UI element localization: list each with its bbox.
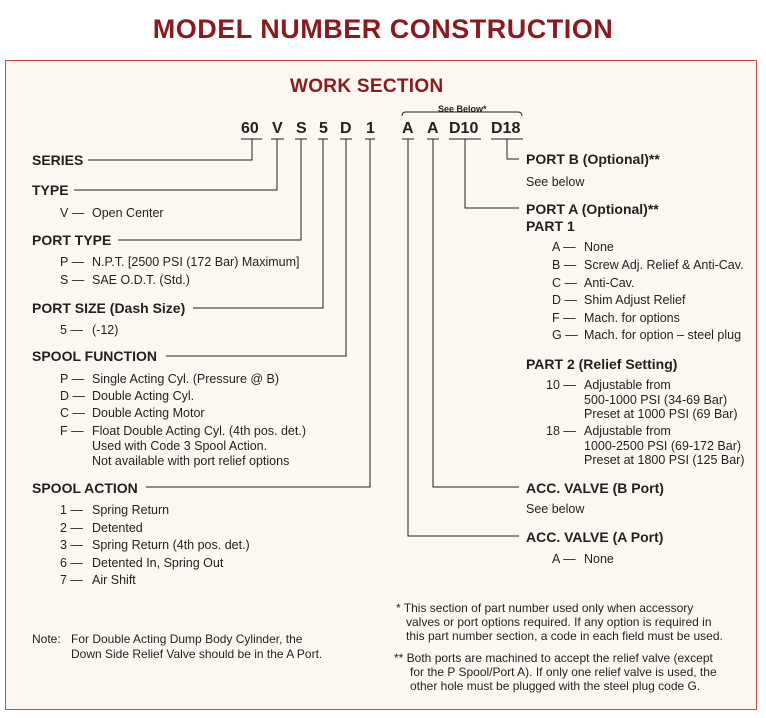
part-2-18-line-2: 1000-2500 PSI (69-172 Bar) xyxy=(584,439,742,453)
spool-action-code-3: 3 — xyxy=(60,538,83,552)
spool-function-code-d: D — xyxy=(60,389,85,403)
type-heading: TYPE xyxy=(32,182,69,198)
port-size-code-5: 5 — xyxy=(60,323,83,337)
port-a-heading: PORT A (Optional)** xyxy=(526,201,659,217)
port-a-text-a: None xyxy=(584,240,614,254)
see-below-label: See Below* xyxy=(438,104,487,114)
acc-valve-a-code-a: A — xyxy=(552,552,576,566)
port-size-heading: PORT SIZE (Dash Size) xyxy=(32,300,186,316)
acc-valve-a-text-a: None xyxy=(584,552,614,566)
port-b-text: See below xyxy=(526,175,585,189)
code-series: 60 xyxy=(241,120,259,137)
spool-function-text-d: Double Acting Cyl. xyxy=(92,389,195,403)
port-type-code-s: S — xyxy=(60,273,85,287)
type-text-v: Open Center xyxy=(92,206,164,220)
code-port-a: D10 xyxy=(449,120,479,137)
port-type-heading: PORT TYPE xyxy=(32,232,112,248)
note-line-2: Down Side Relief Valve should be in the A Port. xyxy=(71,647,323,661)
port-a-code-c: C — xyxy=(552,276,577,290)
page-title: MODEL NUMBER CONSTRUCTION xyxy=(152,14,614,44)
part-2-code-10: 10 — xyxy=(546,378,576,392)
footnote-1-line-2: valves or port options required. If any option is required in xyxy=(406,615,712,629)
port-a-text-b: Screw Adj. Relief & Anti-Cav. xyxy=(584,258,744,272)
spool-function-code-c: C — xyxy=(60,406,85,420)
part-2-10-line-3: Preset at 1000 PSI (69 Bar) xyxy=(584,407,738,421)
spool-action-code-2: 2 — xyxy=(60,521,83,535)
spool-action-text-2: Detented xyxy=(92,521,143,535)
footnote-2-line-1: ** Both ports are machined to accept the relief valve (except xyxy=(394,651,713,665)
footnote-2-line-2: for the P Spool/Port A). If only one relief valve is used, the xyxy=(410,665,717,679)
code-port-type: S xyxy=(296,120,307,137)
footnote-2-line-3: other hole must be plugged with the steel plug code G. xyxy=(410,679,701,693)
part-2-code-18: 18 — xyxy=(546,424,576,438)
port-a-code-b: B — xyxy=(552,258,577,272)
part-2-18-line-1: Adjustable from xyxy=(584,424,671,438)
spool-function-text-f-2: Used with Code 3 Spool Action. xyxy=(92,439,268,453)
code-acc-a: A xyxy=(402,120,414,137)
port-a-code-a: A — xyxy=(552,240,576,254)
port-type-text-s: SAE O.D.T. (Std.) xyxy=(92,273,190,287)
part-2-10-line-2: 500-1000 PSI (34-69 Bar) xyxy=(584,393,728,407)
spool-function-text-f-3: Not available with port relief options xyxy=(92,454,290,468)
type-code-v: V — xyxy=(60,206,85,220)
port-type-code-p: P — xyxy=(60,255,85,269)
spool-function-text-c: Double Acting Motor xyxy=(92,406,205,420)
code-spool-action: 1 xyxy=(366,120,375,137)
spool-function-text-p: Single Acting Cyl. (Pressure @ B) xyxy=(92,372,280,386)
code-spool-function: D xyxy=(340,120,352,137)
footnote-1-line-1: * This section of part number used only when accessory xyxy=(396,601,694,615)
port-size-text-5: (-12) xyxy=(92,323,119,337)
spool-function-text-f: Float Double Acting Cyl. (4th pos. det.) xyxy=(92,424,306,438)
note-line-1: For Double Acting Dump Body Cylinder, the xyxy=(71,632,303,646)
spool-action-text-6: Detented In, Spring Out xyxy=(92,556,224,570)
acc-valve-a-heading: ACC. VALVE (A Port) xyxy=(526,529,664,545)
spool-function-heading: SPOOL FUNCTION xyxy=(32,348,157,364)
section-title: WORK SECTION xyxy=(290,76,444,97)
note-label: Note: xyxy=(32,632,61,646)
part-1-heading: PART 1 xyxy=(526,218,575,234)
code-acc-b: A xyxy=(427,120,439,137)
port-a-code-d: D — xyxy=(552,293,577,307)
spool-action-text-1: Spring Return xyxy=(92,503,170,517)
port-type-text-p: N.P.T. [2500 PSI (172 Bar) Maximum] xyxy=(92,255,300,269)
port-b-heading: PORT B (Optional)** xyxy=(526,151,660,167)
series-heading: SERIES xyxy=(32,152,84,168)
code-port-b: D18 xyxy=(491,120,521,137)
port-a-text-c: Anti-Cav. xyxy=(584,276,635,290)
port-a-text-f: Mach. for options xyxy=(584,311,680,325)
spool-action-text-7: Air Shift xyxy=(92,573,136,587)
port-a-text-g: Mach. for option – steel plug xyxy=(584,328,742,342)
acc-valve-b-heading: ACC. VALVE (B Port) xyxy=(526,480,664,496)
spool-function-code-p: P — xyxy=(60,372,85,386)
port-a-code-f: F — xyxy=(552,311,576,325)
footnote-1-line-3: this part number section, a code in each field must be used. xyxy=(406,629,723,643)
code-port-size: 5 xyxy=(319,120,328,137)
spool-function-code-f: F — xyxy=(60,424,84,438)
acc-valve-b-text: See below xyxy=(526,502,585,516)
code-type: V xyxy=(272,120,283,137)
spool-action-code-7: 7 — xyxy=(60,573,83,587)
port-a-text-d: Shim Adjust Relief xyxy=(584,293,686,307)
spool-action-text-3: Spring Return (4th pos. det.) xyxy=(92,538,250,552)
spool-action-code-1: 1 — xyxy=(60,503,83,517)
part-2-heading: PART 2 (Relief Setting) xyxy=(526,356,678,372)
spool-action-heading: SPOOL ACTION xyxy=(32,480,138,496)
part-2-10-line-1: Adjustable from xyxy=(584,378,671,392)
port-a-code-g: G — xyxy=(552,328,578,342)
part-2-18-line-3: Preset at 1800 PSI (125 Bar) xyxy=(584,453,745,467)
spool-action-code-6: 6 — xyxy=(60,556,83,570)
